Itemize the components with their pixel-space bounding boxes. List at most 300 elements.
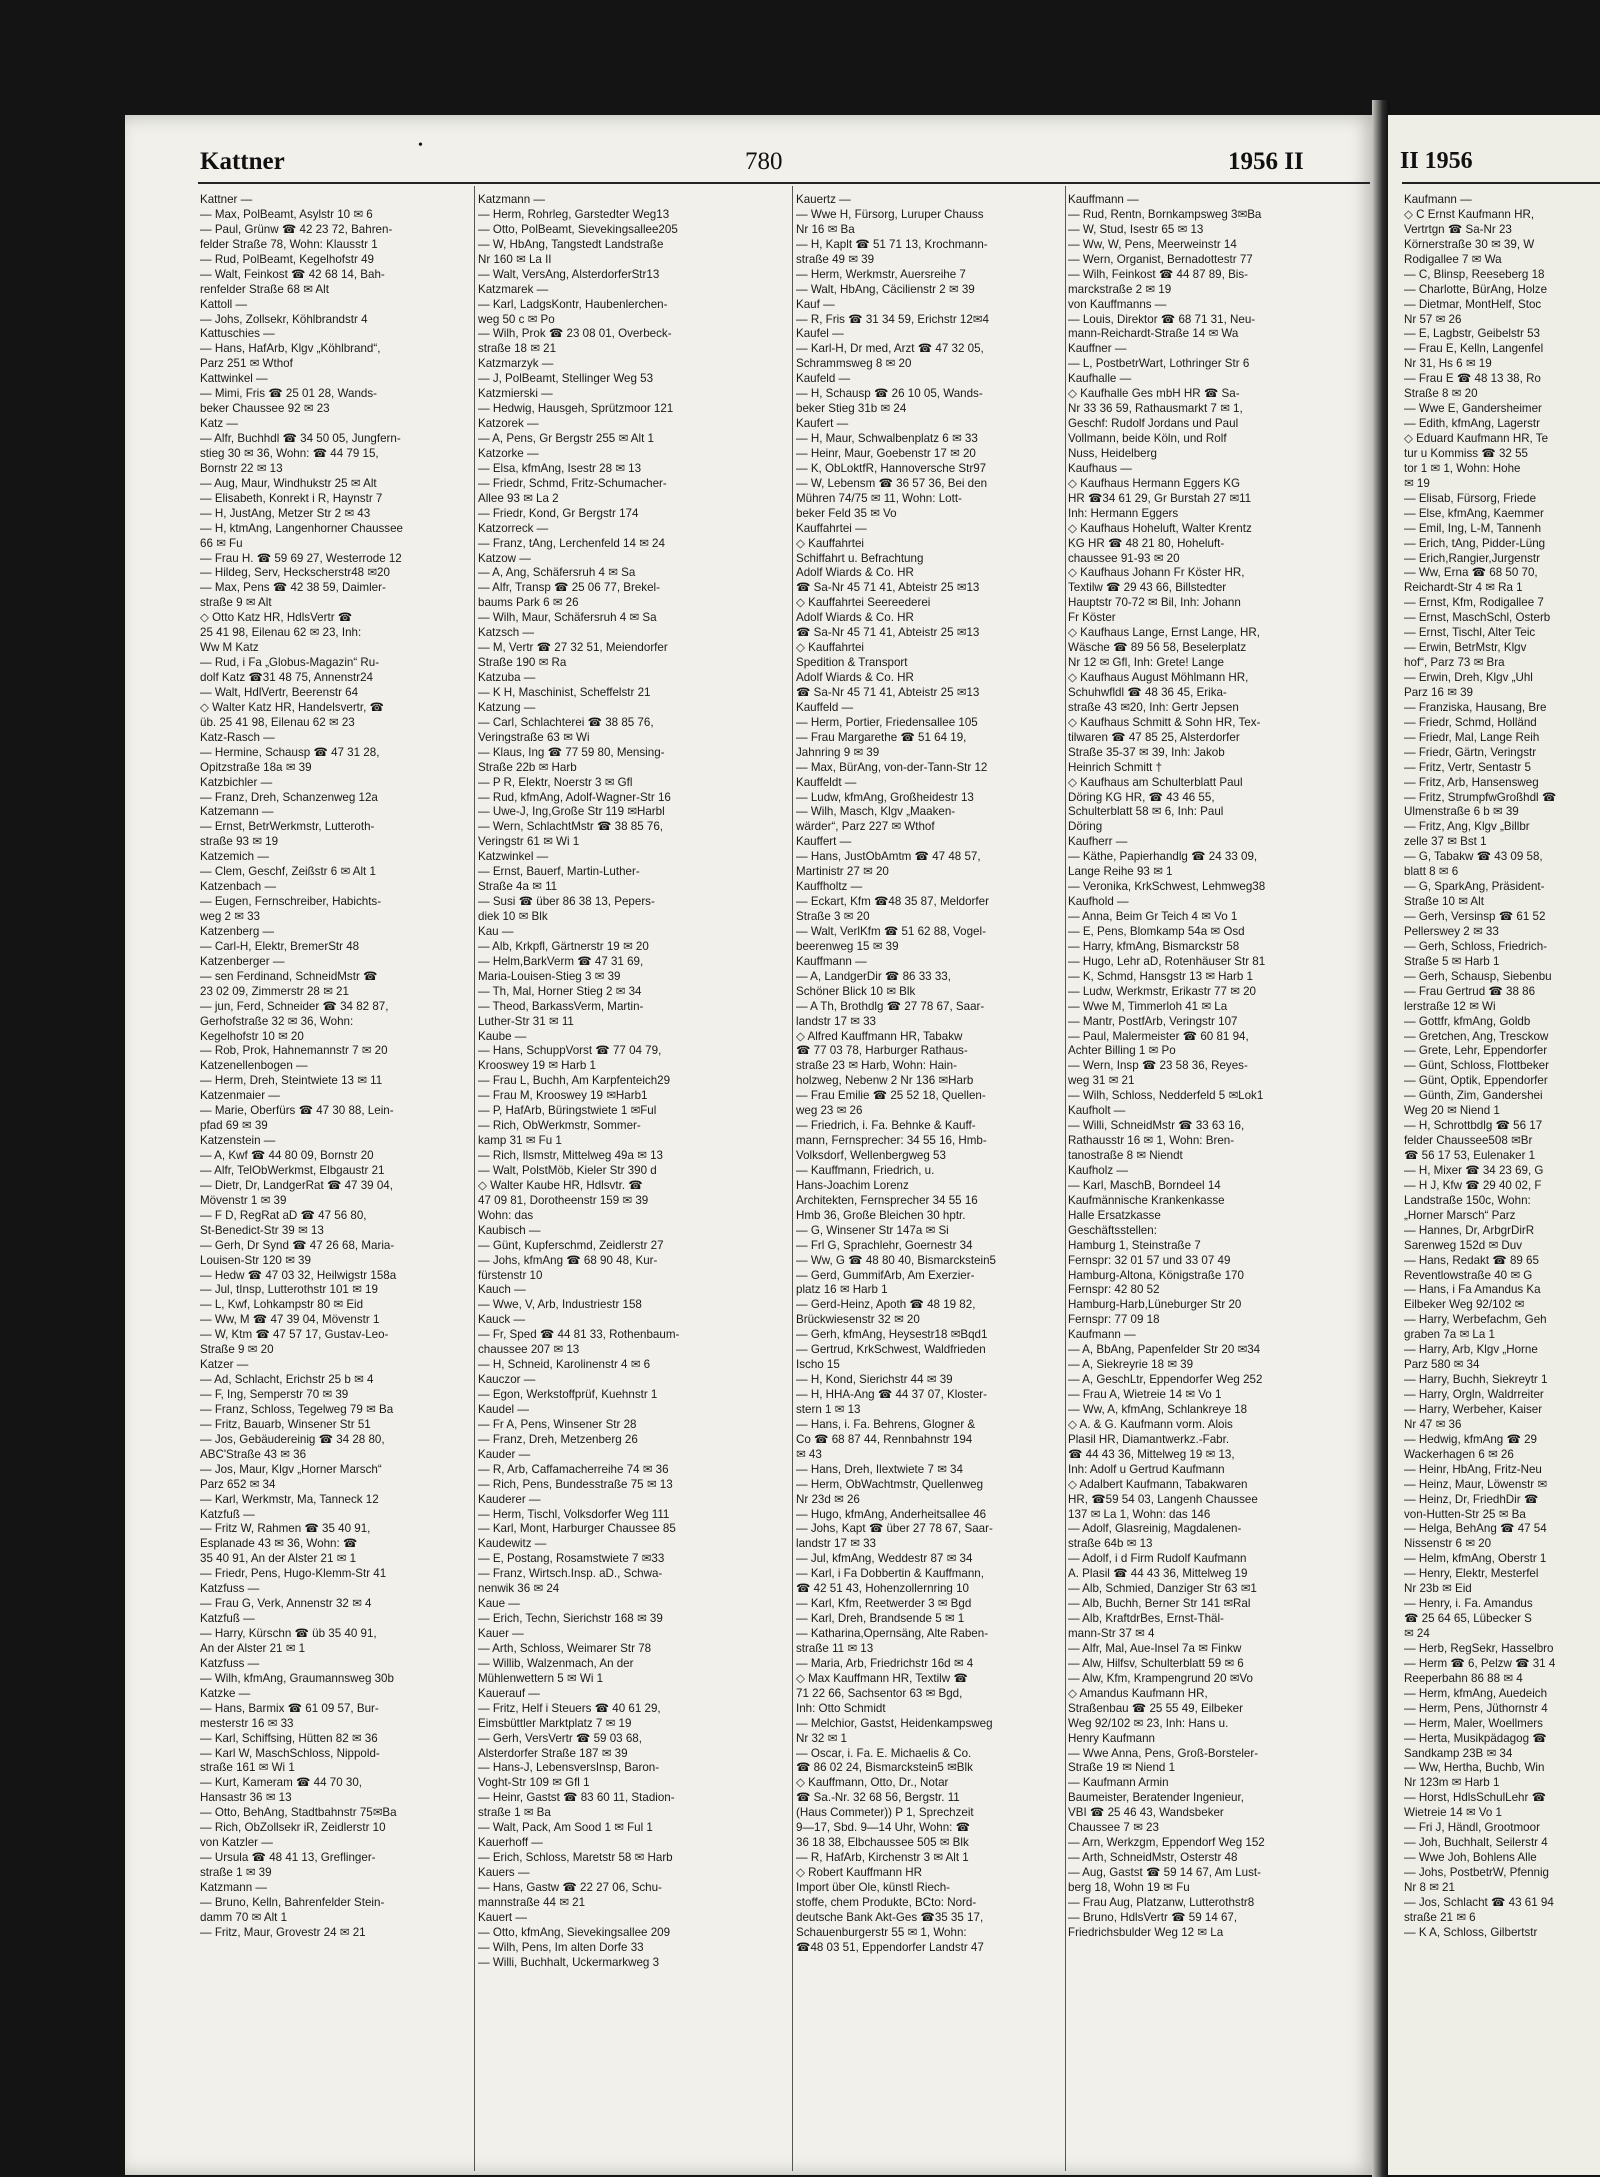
directory-line: — Karl, Werkmstr, Ma, Tanneck 12 bbox=[200, 1492, 379, 1506]
directory-column-1 bbox=[200, 193, 472, 2168]
directory-line: — Jul, kfmAng, Weddestr 87 ✉ 34 bbox=[796, 1552, 973, 1566]
directory-line: stieg 30 ✉ 36, Wohn: ☎ 44 79 15, bbox=[200, 446, 379, 460]
directory-line: landstr 17 ✉ 33 bbox=[796, 1537, 876, 1551]
directory-line: — Hans, Barmix ☎ 61 09 57, Bur- bbox=[200, 1701, 379, 1715]
directory-line: felder Chaussee508 ✉Br bbox=[1404, 1134, 1533, 1148]
directory-line: — Ernst, BetrWerkmstr, Lutteroth- bbox=[200, 820, 375, 834]
directory-line: Katzbichler — bbox=[200, 775, 273, 789]
directory-line: — H, Schrottbdlg ☎ 56 17 bbox=[1404, 1119, 1543, 1133]
directory-line: — Frau M, Krooswey 19 ✉Harb1 bbox=[478, 1089, 648, 1103]
directory-line: — Franz, tAng, Lerchenfeld 14 ✉ 24 bbox=[478, 536, 665, 550]
directory-line: — Wwe H, Fürsorg, Luruper Chauss bbox=[796, 207, 984, 221]
directory-line: — Jos, Schlacht ☎ 43 61 94 bbox=[1404, 1895, 1554, 1909]
directory-line: — Günt, Kupferschmd, Zeidlerstr 27 bbox=[478, 1238, 664, 1252]
directory-line: — K, Schmd, Hansgstr 13 ✉ Harb 1 bbox=[1068, 969, 1253, 983]
directory-line: — Hans-J, LebensversInsp, Baron- bbox=[478, 1761, 660, 1775]
directory-line: — Louis, Direktor ☎ 68 71 31, Neu- bbox=[1068, 312, 1256, 326]
directory-line: Sarenweg 152d ✉ Duv bbox=[1404, 1238, 1522, 1252]
directory-line: — Willi, SchneidMstr ☎ 33 63 16, bbox=[1068, 1119, 1245, 1133]
directory-line: von Kauffmanns — bbox=[1068, 297, 1167, 311]
directory-line: — Herm, Portier, Friedensallee 105 bbox=[796, 715, 978, 729]
directory-line: Gerhofstraße 32 ✉ 36, Wohn: bbox=[200, 1014, 354, 1028]
directory-line: — Hans, Dreh, Ilextwiete 7 ✉ 34 bbox=[796, 1462, 963, 1476]
directory-line: Katzenellenbogen — bbox=[200, 1059, 308, 1073]
page-number: 780 bbox=[745, 148, 783, 175]
directory-line: — Frl G, Sprachlehr, Goernestr 34 bbox=[796, 1238, 973, 1252]
directory-line: Allee 93 ✉ La 2 bbox=[478, 491, 559, 505]
directory-line: Katzenberg — bbox=[200, 924, 275, 938]
directory-line: — G, SparkAng, Präsident- bbox=[1404, 880, 1545, 894]
directory-line: — Alfr, Transp ☎ 25 06 77, Brekel- bbox=[478, 581, 660, 595]
directory-line: — Gerh, kfmAng, Heysestr18 ✉Bqd1 bbox=[796, 1328, 988, 1342]
directory-line: — Eugen, Fernschreiber, Habichts- bbox=[200, 895, 382, 909]
directory-line: ◇ Walter Katz HR, Handelsvertr, ☎ bbox=[200, 700, 384, 714]
directory-line: Kaufmann — bbox=[1404, 193, 1472, 206]
directory-line: 25 41 98, Eilenau 62 ✉ 23, Inh: bbox=[200, 626, 362, 640]
directory-line: — L, Kwf, Lohkampstr 80 ✉ Eid bbox=[200, 1298, 364, 1312]
directory-line: — Frau E, Kelln, Langenfel bbox=[1404, 342, 1544, 356]
directory-line: Schauenburgerstr 55 ✉ 1, Wohn: bbox=[796, 1925, 967, 1939]
directory-line: — Elisabeth, Konrekt i R, Haynstr 7 bbox=[200, 491, 383, 505]
directory-line: Kaufel — bbox=[796, 327, 844, 341]
header-rule bbox=[198, 182, 1370, 184]
directory-line: (Haus Commeter)) P 1, Sprechzeit bbox=[796, 1806, 974, 1820]
directory-line: KG HR ☎ 48 21 80, Hoheluft- bbox=[1068, 536, 1225, 550]
directory-column-3 bbox=[796, 193, 1066, 2168]
directory-line: — Hans, i. Fa. Behrens, Glogner & bbox=[796, 1417, 976, 1431]
directory-line: — Egon, Werkstoffprüf, Kuehnstr 1 bbox=[478, 1388, 658, 1401]
directory-line: Fernspr: 42 80 52 bbox=[1068, 1283, 1160, 1297]
directory-line: hof“, Parz 73 ✉ Bra bbox=[1404, 656, 1505, 670]
directory-line: Wohn: das bbox=[478, 1208, 534, 1222]
directory-line: Hansastr 36 ✉ 13 bbox=[200, 1791, 292, 1805]
directory-line: — Adolf, Glasreinig, Magdalenen- bbox=[1068, 1522, 1242, 1536]
directory-line: landstr 17 ✉ 33 bbox=[796, 1014, 876, 1028]
directory-line: Körnerstraße 30 ✉ 39, W bbox=[1404, 237, 1535, 251]
directory-line: Luther-Str 31 ✉ 11 bbox=[478, 1014, 574, 1028]
directory-line: Katz-Rasch — bbox=[200, 730, 275, 744]
directory-line: Katzmierski — bbox=[478, 387, 553, 401]
directory-line: — M, Vertr ☎ 27 32 51, Meiendorfer bbox=[478, 641, 668, 655]
directory-line: Esplanade 43 ✉ 36, Wohn: ☎ bbox=[200, 1537, 358, 1551]
directory-line: — Karl-H, Dr med, Arzt ☎ 47 32 05, bbox=[796, 342, 984, 356]
directory-line: — Herm, ObWachtmstr, Quellenweg bbox=[796, 1477, 984, 1491]
adjacent-page-column bbox=[1404, 193, 1600, 2168]
directory-line: — A, LandgerDir ☎ 86 33 33, bbox=[796, 969, 951, 983]
directory-line: — Gerh, Versinsp ☎ 61 52 bbox=[1404, 910, 1546, 923]
directory-line: Kauffert — bbox=[796, 835, 852, 849]
directory-line: Fr Köster bbox=[1068, 611, 1116, 625]
directory-line: Kaudewitz — bbox=[478, 1537, 547, 1551]
directory-line: tanostraße 8 ✉ Niendt bbox=[1068, 1149, 1183, 1162]
directory-column-4 bbox=[1068, 193, 1370, 2168]
directory-line: Bornstr 22 ✉ 13 bbox=[200, 461, 283, 475]
directory-line: ◇ Kaufhaus Johann Fr Köster HR, bbox=[1068, 566, 1245, 580]
directory-line: Kauert — bbox=[478, 1910, 527, 1924]
directory-line: Veringstr 61 ✉ Wi 1 bbox=[478, 835, 580, 849]
directory-line: Kaufmann — bbox=[1068, 1328, 1136, 1342]
directory-line: — Wern, SchlachtMstr ☎ 38 85 76, bbox=[478, 820, 663, 834]
directory-line: — Clem, Geschf, Zeißstr 6 ✉ Alt 1 bbox=[200, 865, 376, 879]
directory-line: Ischo 15 bbox=[796, 1358, 840, 1372]
directory-line: — A, GeschLtr, Eppendorfer Weg 252 bbox=[1068, 1373, 1263, 1387]
directory-line: Nr 23b ✉ Eid bbox=[1404, 1582, 1472, 1596]
directory-line: ☎ 86 02 24, Bismarckstein5 ✉Blk bbox=[796, 1761, 973, 1775]
directory-line: — Wilh, Maur, Schäfersruh 4 ✉ Sa bbox=[478, 611, 657, 625]
directory-line: — Edith, kfmAng, Lagerstr bbox=[1404, 417, 1540, 431]
directory-line: beker Stieg 31b ✉ 24 bbox=[796, 402, 907, 416]
directory-line: stern 1 ✉ 13 bbox=[796, 1402, 861, 1416]
directory-line: — Heinr, HbAng, Fritz-Neu bbox=[1404, 1462, 1542, 1476]
directory-line: — Willi, Buchhalt, Uckermarkweg 3 bbox=[478, 1955, 660, 1969]
directory-line: — Wilh, Schloss, Nedderfeld 5 ✉Lok1 bbox=[1068, 1089, 1264, 1103]
directory-line: ☎ Sa.-Nr. 32 68 56, Bergstr. 11 bbox=[796, 1791, 960, 1805]
directory-line: — W, Stud, Isestr 65 ✉ 13 bbox=[1068, 222, 1204, 236]
directory-line: — Frau Margarethe ☎ 51 64 19, bbox=[796, 730, 967, 744]
directory-line: — Karl, LadgsKontr, Haubenlerchen- bbox=[478, 297, 668, 311]
directory-line: — Rob, Prok, Hahnemannstr 7 ✉ 20 bbox=[200, 1044, 388, 1058]
directory-line: felder Straße 78, Wohn: Klausstr 1 bbox=[200, 237, 378, 251]
directory-line: mannstraße 44 ✉ 21 bbox=[478, 1895, 586, 1909]
directory-line: — Fri J, Händl, Grootmoor bbox=[1404, 1821, 1540, 1835]
directory-line: Katzfuss — bbox=[200, 1656, 260, 1670]
directory-line: straße 1 ✉ Ba bbox=[478, 1806, 551, 1820]
directory-line: straße 161 ✉ Wi 1 bbox=[200, 1761, 295, 1775]
directory-line: — Karl, Schiffsing, Hütten 82 ✉ 36 bbox=[200, 1731, 378, 1745]
directory-line: Kaudel — bbox=[478, 1402, 529, 1416]
directory-line: — J, PolBeamt, Stellinger Weg 53 bbox=[478, 372, 654, 386]
directory-line: straße 23 ✉ Harb, Wohn: Hain- bbox=[796, 1059, 957, 1073]
directory-line: mesterstr 16 ✉ 33 bbox=[200, 1716, 294, 1730]
directory-line: — R, Arb, Caffamacherreihe 74 ✉ 36 bbox=[478, 1462, 669, 1476]
directory-line: Krooswey 19 ✉ Harb 1 bbox=[478, 1059, 596, 1073]
directory-line: ◇ A. & G. Kaufmann vorm. Alois bbox=[1068, 1417, 1233, 1431]
directory-line: — Alb, Buchh, Berner Str 141 ✉Ral bbox=[1068, 1597, 1251, 1611]
directory-line: beker Chaussee 92 ✉ 23 bbox=[200, 402, 330, 416]
directory-line: — H J, Kfw ☎ 29 40 02, F bbox=[1404, 1178, 1542, 1192]
directory-line: Mövenstr 1 ✉ 39 bbox=[200, 1193, 287, 1207]
directory-line: — Karl W, MaschSchloss, Nippold- bbox=[200, 1746, 380, 1760]
directory-line: — Harry, kfmAng, Bismarckstr 58 bbox=[1068, 939, 1240, 953]
directory-line: — Alb, Schmied, Danziger Str 63 ✉1 bbox=[1068, 1582, 1257, 1596]
directory-line: damm 70 ✉ Alt 1 bbox=[200, 1910, 288, 1924]
directory-line: Katzenbach — bbox=[200, 880, 277, 894]
directory-line: — Friedrich, i. Fa. Behnke & Kauff- bbox=[796, 1119, 976, 1133]
directory-line: — Melchior, Gastst, Heidenkampsweg bbox=[796, 1716, 993, 1730]
directory-line: — Johs, Kapt ☎ über 27 78 67, Saar- bbox=[796, 1522, 993, 1536]
directory-line: — Erich, Schloss, Maretstr 58 ✉ Harb bbox=[478, 1851, 673, 1865]
directory-line: von-Hutten-Str 25 ✉ Ba bbox=[1404, 1507, 1526, 1521]
directory-line: Pellerswey 2 ✉ 33 bbox=[1404, 924, 1499, 938]
directory-line: nenwik 36 ✉ 24 bbox=[478, 1582, 560, 1596]
directory-line: — Wilh, Masch, Klgv „Maaken- bbox=[796, 805, 956, 819]
directory-line: Straße 22b ✉ Harb bbox=[478, 760, 577, 774]
directory-line: — A Th, Brothdlg ☎ 27 78 67, Saar- bbox=[796, 999, 985, 1013]
directory-line: ☎ 25 64 65, Lübecker S bbox=[1404, 1612, 1532, 1626]
directory-line: — Karl, Kfm, Reetwerder 3 ✉ Bgd bbox=[796, 1597, 972, 1611]
directory-line: — Walt, HbAng, Cäcilienstr 2 ✉ 39 bbox=[796, 282, 975, 296]
directory-line: — Hans, Gastw ☎ 22 27 06, Schu- bbox=[478, 1880, 662, 1894]
directory-line: — Franz, Dreh, Metzenberg 26 bbox=[478, 1432, 638, 1446]
directory-line: — H, HHA-Ang ☎ 44 37 07, Kloster- bbox=[796, 1388, 987, 1401]
directory-line: — Gerh, Dr Synd ☎ 47 26 68, Maria- bbox=[200, 1238, 395, 1252]
directory-line: berg 18, Wohn 19 ✉ Fu bbox=[1068, 1880, 1190, 1894]
directory-line: — Herta, Musikpädagog ☎ bbox=[1404, 1731, 1547, 1745]
directory-line: HR ☎34 61 29, Gr Burstah 27 ✉11 bbox=[1068, 491, 1252, 505]
directory-line: Alsterdorfer Straße 187 ✉ 39 bbox=[478, 1746, 628, 1760]
directory-line: Kauck — bbox=[478, 1313, 526, 1327]
directory-line: straße 49 ✉ 39 bbox=[796, 252, 875, 266]
directory-line: ◇ Max Kauffmann HR, Textilw ☎ bbox=[796, 1671, 968, 1685]
directory-line: — Rich, Ilsmstr, Mittelweg 49a ✉ 13 bbox=[478, 1149, 663, 1162]
directory-line: Nr 23d ✉ 26 bbox=[796, 1492, 860, 1506]
directory-line: Veringstraße 63 ✉ Wi bbox=[478, 730, 590, 744]
directory-line: Straße 3 ✉ 20 bbox=[796, 910, 870, 923]
directory-line: ◇ Kauffmann, Otto, Dr., Notar bbox=[796, 1776, 949, 1790]
directory-line: Döring KG HR, ☎ 43 46 55, bbox=[1068, 790, 1215, 804]
directory-line: Kaufholt — bbox=[1068, 1104, 1126, 1118]
directory-line: lerstraße 12 ✉ Wi bbox=[1404, 999, 1496, 1013]
directory-line: — Helm, kfmAng, Oberstr 1 bbox=[1404, 1552, 1547, 1566]
directory-line: — Herm, Maler, Woellmers bbox=[1404, 1716, 1543, 1730]
directory-line: Straßenbau ☎ 25 55 49, Eilbeker bbox=[1068, 1701, 1243, 1715]
directory-line: Kauffahrtei — bbox=[796, 521, 867, 535]
directory-line: Landstraße 150c, Wohn: bbox=[1404, 1193, 1531, 1207]
directory-line: — Fritz, StrumpfwGroßhdl ☎ bbox=[1404, 790, 1557, 804]
directory-line: ◇ Alfred Kauffmann HR, Tabakw bbox=[796, 1029, 963, 1043]
directory-line: — Otto, BehAng, Stadtbahnstr 75✉Ba bbox=[200, 1806, 397, 1820]
directory-line: Nr 12 ✉ Gfl, Inh: Grete! Lange bbox=[1068, 656, 1225, 670]
directory-line: — Paul, Malermeister ☎ 60 81 94, bbox=[1068, 1029, 1249, 1043]
directory-line: ◇ Kauffahrtei bbox=[796, 641, 864, 655]
directory-line: Co ☎ 68 87 44, Rennbahnstr 194 bbox=[796, 1432, 973, 1446]
directory-line: Heinrich Schmitt † bbox=[1068, 760, 1163, 774]
directory-line: — Ernst, MaschSchl, Osterb bbox=[1404, 611, 1551, 625]
directory-line: Reichardt-Str 4 ✉ Ra 1 bbox=[1404, 581, 1523, 595]
directory-line: Maria-Louisen-Stieg 3 ✉ 39 bbox=[478, 969, 621, 983]
directory-line: Kauffeld — bbox=[796, 700, 854, 714]
directory-line: Voght-Str 109 ✉ Gfl 1 bbox=[478, 1776, 590, 1790]
directory-line: — Alfr, TelObWerkmst, Elbgaustr 21 bbox=[200, 1163, 385, 1177]
directory-line: — Hannes, Dr, ArbgrDirR bbox=[1404, 1223, 1535, 1237]
directory-line: tor 1 ✉ 1, Wohn: Hohe bbox=[1404, 461, 1521, 475]
directory-line: Hamburg-Altona, Königstraße 170 bbox=[1068, 1268, 1244, 1282]
directory-line: Chaussee 7 ✉ 23 bbox=[1068, 1821, 1159, 1835]
directory-line: — Fr, Sped ☎ 44 81 33, Rothenbaum- bbox=[478, 1328, 680, 1342]
directory-line: — Harry, Arb, Klgv „Horne bbox=[1404, 1343, 1538, 1357]
directory-line: Katzenberger — bbox=[200, 954, 285, 968]
directory-line: — Erwin, Dreh, Klgv „Uhl bbox=[1404, 671, 1533, 684]
directory-line: baums Park 6 ✉ 26 bbox=[478, 596, 579, 610]
directory-line: deutsche Bank Akt-Ges ☎35 35 17, bbox=[796, 1910, 984, 1924]
directory-line: ☎ Sa-Nr 45 71 41, Abteistr 25 ✉13 bbox=[796, 685, 980, 699]
directory-line: — Gertrud, KrkSchwest, Waldfrieden bbox=[796, 1343, 986, 1357]
directory-line: — Max, PolBeamt, Asylstr 10 ✉ 6 bbox=[200, 207, 373, 221]
directory-line: Hans-Joachim Lorenz bbox=[796, 1178, 909, 1192]
directory-line: pfad 69 ✉ 39 bbox=[200, 1119, 268, 1133]
directory-line: ◇ Kaufhaus Hoheluft, Walter Krentz bbox=[1068, 521, 1252, 535]
directory-line: Achter Billing 1 ✉ Po bbox=[1068, 1044, 1176, 1058]
directory-line: Kauffmann — bbox=[796, 954, 867, 968]
directory-line: An der Alster 21 ✉ 1 bbox=[200, 1641, 306, 1655]
directory-line: Katzemann — bbox=[200, 805, 274, 819]
directory-line: platz 16 ✉ Harb 1 bbox=[796, 1283, 888, 1297]
directory-line: — Hans, HafArb, Klgv „Köhlbrand“, bbox=[200, 342, 381, 356]
directory-line: — Eckart, Kfm ☎48 35 87, Meldorfer bbox=[796, 895, 989, 909]
directory-line: Katzenstein — bbox=[200, 1134, 276, 1148]
directory-line: — H, Schausp ☎ 26 10 05, Wands- bbox=[796, 387, 983, 401]
directory-line: — Harry, Kürschn ☎ üb 35 40 91, bbox=[200, 1627, 377, 1640]
directory-line: St-Benedict-Str 39 ✉ 13 bbox=[200, 1223, 324, 1237]
directory-line: ◇ Robert Kauffmann HR bbox=[796, 1866, 922, 1879]
directory-line: Kauers — bbox=[478, 1866, 530, 1879]
directory-line: — H, ktmAng, Langenhorner Chaussee bbox=[200, 521, 404, 535]
directory-line: — Gottfr, kfmAng, Goldb bbox=[1404, 1014, 1531, 1028]
directory-line: mann, Fernsprecher: 34 55 16, Hmb- bbox=[796, 1134, 987, 1148]
directory-line: — Wilh, kfmAng, Graumannsweg 30b bbox=[200, 1671, 394, 1685]
directory-line: Schrammsweg 8 ✉ 20 bbox=[796, 357, 912, 371]
directory-line: Schulterblatt 58 ✉ 6, Inh: Paul bbox=[1068, 805, 1224, 819]
directory-line: — jun, Ferd, Schneider ☎ 34 82 87, bbox=[200, 999, 389, 1013]
directory-line: — Ursula ☎ 48 41 13, Greflinger- bbox=[200, 1851, 376, 1865]
directory-line: Hamburg 1, Steinstraße 7 bbox=[1068, 1238, 1201, 1252]
directory-line: — Ernst, Tischl, Alter Teic bbox=[1404, 626, 1536, 640]
directory-line: — Rud, kfmAng, Adolf-Wagner-Str 16 bbox=[478, 790, 671, 804]
column-divider bbox=[474, 186, 475, 2171]
directory-line: — Fritz, Arb, Hansensweg bbox=[1404, 775, 1539, 789]
directory-line: tilwaren ☎ 47 85 25, Alsterdorfer bbox=[1068, 730, 1240, 744]
directory-line: Kauerauf — bbox=[478, 1686, 540, 1700]
directory-line: — Aug, Gastst ☎ 59 14 67, Am Lust- bbox=[1068, 1866, 1261, 1879]
directory-line: Rodigallee 7 ✉ Wa bbox=[1404, 252, 1502, 266]
directory-line: 71 22 66, Sachsentor 63 ✉ Bgd, bbox=[796, 1686, 963, 1700]
directory-line: kamp 31 ✉ Fu 1 bbox=[478, 1134, 562, 1148]
directory-line: — H, Mixer ☎ 34 23 69, G bbox=[1404, 1163, 1544, 1177]
directory-line: ☎ 56 17 53, Eulenaker 1 bbox=[1404, 1149, 1536, 1162]
directory-line: 137 ✉ La 1, Wohn: das 146 bbox=[1068, 1507, 1211, 1521]
directory-line: — K H, Maschinist, Scheffelstr 21 bbox=[478, 685, 651, 699]
directory-line: Kaufert — bbox=[796, 417, 849, 431]
directory-line: — Jos, Gebäudereinig ☎ 34 28 80, bbox=[200, 1432, 385, 1446]
directory-line: Kattner — bbox=[200, 193, 253, 206]
directory-line: Kattwinkel — bbox=[200, 372, 268, 386]
directory-line: — Johs, PostbetrW, Pfennig bbox=[1404, 1866, 1549, 1879]
directory-line: — Katharina,Opernsäng, Alte Raben- bbox=[796, 1627, 989, 1640]
directory-line: — Erwin, BetrMstr, Klgv bbox=[1404, 641, 1527, 655]
directory-line: — Frau H. ☎ 59 69 27, Westerrode 12 bbox=[200, 551, 402, 565]
directory-line: Nr 57 ✉ 26 bbox=[1404, 312, 1462, 326]
directory-line: — Heinr, Maur, Goebenstr 17 ✉ 20 bbox=[796, 446, 976, 460]
directory-line: — Alb, Krkpfl, Gärtnerstr 19 ✉ 20 bbox=[478, 939, 649, 953]
directory-line: Katzorke — bbox=[478, 446, 539, 460]
directory-line: Kauertz — bbox=[796, 193, 851, 206]
directory-line: Eilbeker Weg 92/102 ✉ bbox=[1404, 1298, 1525, 1312]
directory-line: — Grete, Lehr, Eppendorfer bbox=[1404, 1044, 1548, 1058]
directory-line: diek 10 ✉ Blk bbox=[478, 910, 548, 923]
directory-line: — Ww, A, kfmAng, Schlankreye 18 bbox=[1068, 1402, 1248, 1416]
directory-line: ◇ Kaufhaus Lange, Ernst Lange, HR, bbox=[1068, 626, 1260, 640]
directory-line: — E, Pens, Blomkamp 54a ✉ Osd bbox=[1068, 924, 1245, 938]
directory-line: — P, HafArb, Büringstwiete 1 ✉Ful bbox=[478, 1104, 657, 1118]
directory-line: — Dietmar, MontHelf, Stoc bbox=[1404, 297, 1542, 311]
directory-line: — Elsa, kfmAng, Isestr 28 ✉ 13 bbox=[478, 461, 642, 475]
directory-line: Parz 580 ✉ 34 bbox=[1404, 1358, 1480, 1372]
directory-line: — Hans, JustObAmtm ☎ 47 48 57, bbox=[796, 850, 981, 864]
directory-line: — Ludw, kfmAng, Großheidestr 13 bbox=[796, 790, 974, 804]
directory-line: — Herm, Tischl, Volksdorfer Weg 111 bbox=[478, 1507, 670, 1521]
directory-line: — Paul, Grünw ☎ 42 23 72, Bahren- bbox=[200, 222, 393, 236]
directory-line: beker Feld 35 ✉ Vo bbox=[796, 506, 897, 520]
directory-line: — H, Kaplt ☎ 51 71 13, Krochmann- bbox=[796, 237, 988, 251]
directory-line: straße 9 ✉ Alt bbox=[200, 596, 272, 610]
directory-line: Katzke — bbox=[200, 1686, 251, 1700]
directory-line: — Alfr, Mal, Aue-Insel 7a ✉ Finkw bbox=[1068, 1641, 1242, 1655]
directory-line: Katz — bbox=[200, 417, 239, 431]
directory-line: — Arth, SchneidMstr, Osterstr 48 bbox=[1068, 1851, 1238, 1865]
directory-line: — Marie, Oberfürs ☎ 47 30 88, Lein- bbox=[200, 1104, 394, 1118]
column-divider bbox=[792, 186, 793, 2171]
directory-line: Kaufeld — bbox=[796, 372, 851, 386]
directory-line: Mühren 74/75 ✉ 11, Wohn: Lott- bbox=[796, 491, 962, 505]
directory-line: — H, Kond, Sierichstr 44 ✉ 39 bbox=[796, 1373, 953, 1387]
directory-line: Katzow — bbox=[478, 551, 531, 565]
directory-line: — Wwe M, Timmerloh 41 ✉ La bbox=[1068, 999, 1228, 1013]
directory-line: — Franz, Schloss, Tegelweg 79 ✉ Ba bbox=[200, 1402, 394, 1416]
directory-line: — Erich,Rangier,Jurgenstr bbox=[1404, 551, 1540, 565]
directory-line: Brückwiesenstr 32 ✉ 20 bbox=[796, 1313, 920, 1327]
directory-line: — Herm, Pens, Jüthornstr 4 bbox=[1404, 1701, 1548, 1715]
directory-line: — C, Blinsp, Reeseberg 18 bbox=[1404, 267, 1545, 281]
directory-line: — Gerh, Schausp, Siebenbu bbox=[1404, 969, 1552, 983]
directory-line: — Johs, Zollsekr, Köhlbrandstr 4 bbox=[200, 312, 368, 326]
directory-line: Katzfuß — bbox=[200, 1612, 255, 1626]
directory-line: weg 31 ✉ 21 bbox=[1068, 1074, 1135, 1088]
directory-line: zelle 37 ✉ Bst 1 bbox=[1404, 835, 1487, 849]
directory-line: Weg 92/102 ✉ 23, Inh: Hans u. bbox=[1068, 1716, 1229, 1730]
directory-line: — Alw, Kfm, Krampengrund 20 ✉Vo bbox=[1068, 1671, 1254, 1685]
directory-line: — A, Ang, Schäfersruh 4 ✉ Sa bbox=[478, 566, 636, 580]
directory-line: — Hugo, kfmAng, Anderheitsallee 46 bbox=[796, 1507, 987, 1521]
directory-line: — Wwe E, Gandersheimer bbox=[1404, 402, 1542, 416]
directory-line: chaussee 207 ✉ 13 bbox=[478, 1343, 580, 1357]
directory-line: — Dietr, Dr, LandgerRat ☎ 47 39 04, bbox=[200, 1178, 393, 1192]
directory-line: ◇ Kaufhaus Schmitt & Sohn HR, Tex- bbox=[1068, 715, 1261, 729]
directory-line: Henry Kaufmann bbox=[1068, 1731, 1155, 1745]
directory-line: — Hermine, Schausp ☎ 47 31 28, bbox=[200, 745, 380, 759]
directory-line: Nr 33 36 59, Rathausmarkt 7 ✉ 1, bbox=[1068, 402, 1243, 416]
directory-line: — Hedwig, Hausgeh, Sprützmoor 121 bbox=[478, 402, 674, 416]
directory-line: ◇ Kauffahrtei Seereederei bbox=[796, 596, 931, 610]
directory-line: ✉ 43 bbox=[796, 1447, 822, 1461]
directory-line: — Gerh, VersVertr ☎ 59 03 68, bbox=[478, 1731, 642, 1745]
directory-line: — Ad, Schlacht, Erichstr 25 b ✉ 4 bbox=[200, 1373, 374, 1387]
directory-line: — Ernst, Bauerf, Martin-Luther- bbox=[478, 865, 640, 879]
directory-line: ☎ Sa-Nr 45 71 41, Abteistr 25 ✉13 bbox=[796, 626, 980, 640]
directory-line: — E, Lagbstr, Geibelstr 53 bbox=[1404, 327, 1540, 341]
directory-line: — Adolf, i d Firm Rudolf Kaufmann bbox=[1068, 1552, 1247, 1566]
directory-line: Kauerhoff — bbox=[478, 1836, 543, 1850]
directory-line: — Bruno, Kelln, Bahrenfelder Stein- bbox=[200, 1895, 385, 1909]
directory-line: — Elisab, Fürsorg, Friede bbox=[1404, 491, 1537, 505]
directory-line: — Alb, KraftdrBes, Ernst-Thäl- bbox=[1068, 1612, 1224, 1626]
directory-line: wärder“, Parz 227 ✉ Wthof bbox=[796, 820, 935, 834]
directory-line: tur u Kommiss ☎ 32 55 bbox=[1404, 446, 1528, 460]
directory-line: — Erich, tAng, Pidder-Lüng bbox=[1404, 536, 1546, 550]
directory-line: Reventlowstraße 40 ✉ G bbox=[1404, 1268, 1533, 1282]
directory-line: — Helm,BarkVerm ☎ 47 31 69, bbox=[478, 954, 644, 968]
directory-line: — Friedr, Pens, Hugo-Klemm-Str 41 bbox=[200, 1567, 387, 1581]
directory-line: — Frau L, Buchh, Am Karpfenteich29 bbox=[478, 1074, 671, 1088]
